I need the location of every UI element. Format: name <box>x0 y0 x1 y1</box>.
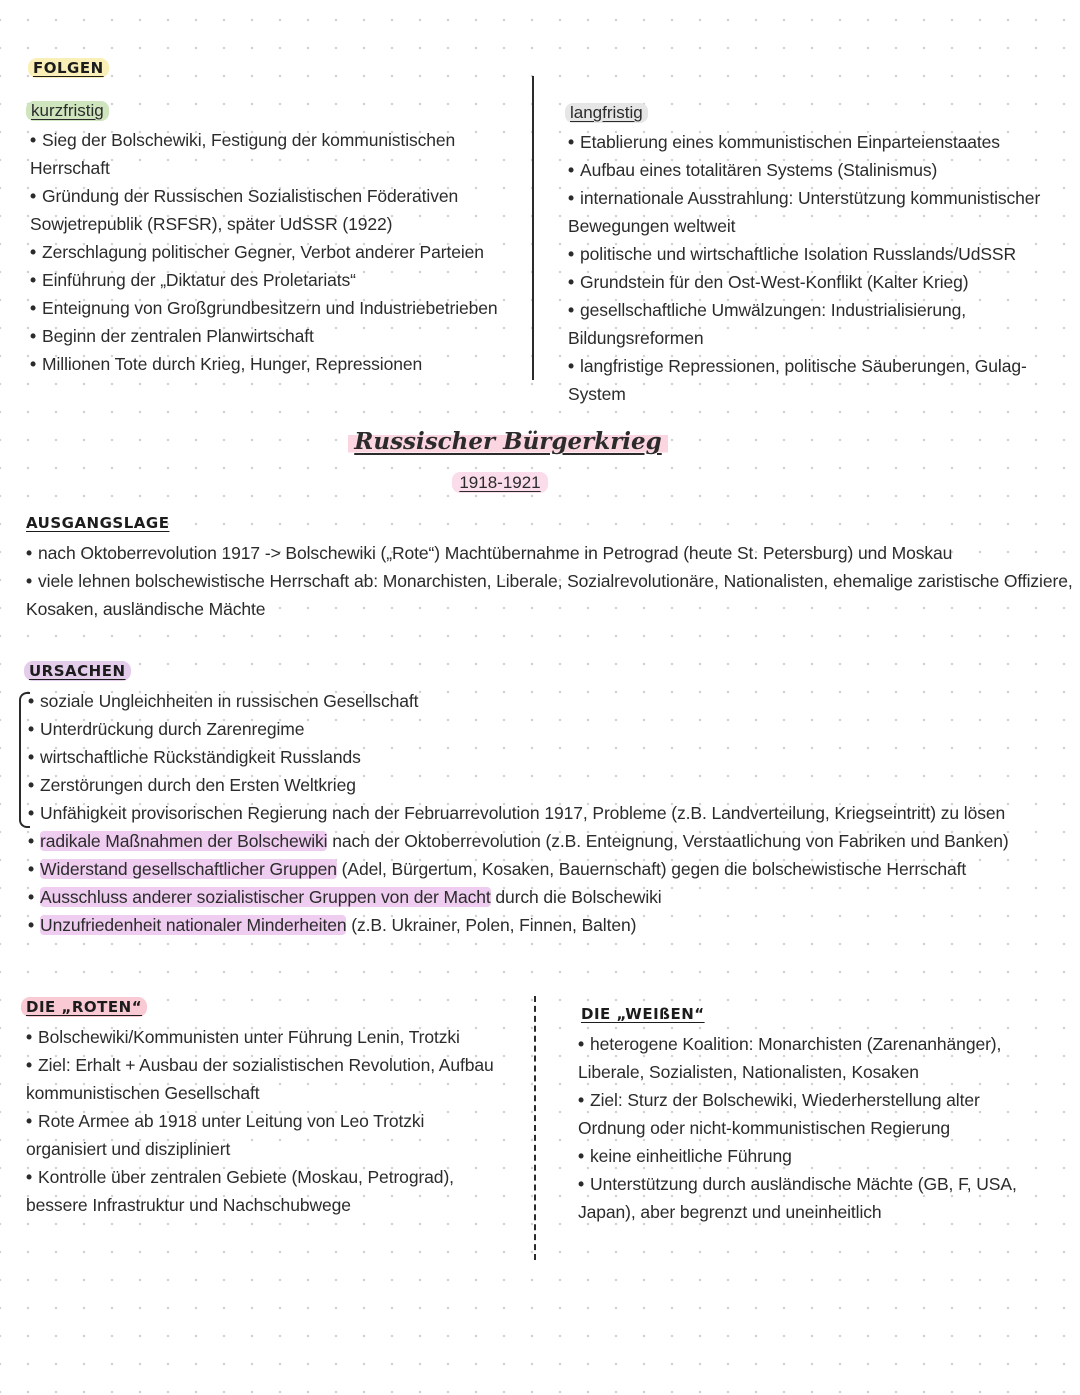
dashed-divider <box>534 996 536 1260</box>
list-item: • soziale Ungleichheiten in russischen Gesellschaft <box>28 691 419 711</box>
list-item: • Ausschluss anderer sozialistischer Gruppen von der Macht durch die Bolschewiki <box>28 887 662 907</box>
list-item: • Etablierung eines kommunistischen Einparteienstaates <box>568 132 1000 152</box>
list-item: • Ziel: Sturz der Bolschewiki, Wiederherstellung alter Ordnung oder nicht-kommunistischen Regierung <box>578 1090 980 1138</box>
list-item: • internationale Ausstrahlung: Unterstützung kommunistischer Bewegungen weltweit <box>568 188 1041 236</box>
ursachen-list <box>28 687 1068 939</box>
kurzfristig-label: kurzfristig <box>26 101 109 121</box>
list-item: • heterogene Koalition: Monarchisten (Zarenanhänger), Liberale, Sozialisten, Nationalisten, Kosaken <box>578 1034 1002 1082</box>
title-wrap <box>0 428 1016 455</box>
list-item: • Beginn der zentralen Planwirtschaft <box>30 326 314 346</box>
kurzfristig-list <box>30 126 526 378</box>
date-range: 1918-1921 <box>452 472 547 493</box>
dates-wrap <box>0 473 1000 493</box>
list-item: • Enteignung von Großgrundbesitzern und Industriebetrieben <box>30 298 498 318</box>
list-item: • Gründung der Russischen Sozialistischen Föderativen Sowjetrepublik (RSFSR), später UdSSR (1922) <box>30 186 459 234</box>
list-item: • Bolschewiki/Kommunisten unter Führung Lenin, Trotzki <box>26 1027 460 1047</box>
folgen-heading: FOLGEN <box>28 58 109 78</box>
weissen-list <box>578 1030 1048 1226</box>
list-item: • Millionen Tote durch Krieg, Hunger, Repressionen <box>30 354 423 374</box>
list-item: • Zerschlagung politischer Gegner, Verbot anderer Parteien <box>30 242 484 262</box>
ausgangslage-heading: AUSGANGSLAGE <box>26 514 170 532</box>
list-item: • Sieg der Bolschewiki, Festigung der kommunistischen Herrschaft <box>30 130 456 178</box>
list-item: • viele lehnen bolschewistische Herrschaft ab: Monarchisten, Liberale, Sozialrevolutionäre, Nationalisten, ehemalige zaristische Offiziere, Kosaken, ausländische Mächte <box>26 571 1073 619</box>
ursachen-heading: URSACHEN <box>24 661 131 681</box>
list-item: • Ziel: Erhalt + Ausbau der sozialistischen Revolution, Aufbau kommunistischen Gesellschaft <box>26 1055 494 1103</box>
roten-heading: DIE „ROTEN“ <box>21 997 147 1017</box>
list-item: • Rote Armee ab 1918 unter Leitung von Leo Trotzki organisiert und diszipliniert <box>26 1111 425 1159</box>
list-item: • Unterstützung durch ausländische Mächte (GB, F, USA, Japan), aber begrenzt und uneinheitlich <box>578 1174 1017 1222</box>
list-item: • Unfähigkeit provisorischen Regierung nach der Februarrevolution 1917, Probleme (z.B. Landverteilung, Kriegseintritt) zu lösen <box>28 803 1006 823</box>
list-item: • Kontrolle über zentralen Gebiete (Moskau, Petrograd), bessere Infrastruktur und Nachschubwege <box>26 1167 454 1215</box>
list-item: • Zerstörungen durch den Ersten Weltkrieg <box>28 775 356 795</box>
ausgangslage-list <box>26 539 1076 623</box>
roten-list <box>26 1023 504 1219</box>
list-item: • keine einheitliche Führung <box>578 1146 792 1166</box>
list-item: • radikale Maßnahmen der Bolschewiki nach der Oktoberrevolution (z.B. Enteignung, Verstaatlichung von Fabriken und Banken) <box>28 831 1009 851</box>
list-item: • langfristige Repressionen, politische Säuberungen, Gulag-System <box>568 356 1027 404</box>
list-item: • wirtschaftliche Rückständigkeit Russlands <box>28 747 361 767</box>
list-item: • Grundstein für den Ost-West-Konflikt (Kalter Krieg) <box>568 272 969 292</box>
list-item: • politische und wirtschaftliche Isolation Russlands/UdSSR <box>568 244 1017 264</box>
weissen-heading: DIE „WEIßEN“ <box>581 1005 705 1023</box>
column-divider <box>532 76 534 380</box>
langfristig-label: langfristig <box>565 103 648 123</box>
page-title: Russischer Bürgerkrieg <box>348 428 668 455</box>
list-item: • Aufbau eines totalitären Systems (Stalinismus) <box>568 160 938 180</box>
list-item: • nach Oktoberrevolution 1917 -> Bolschewiki („Rote“) Machtübernahme in Petrograd (heute St. Petersburg) und Moskau <box>26 543 953 563</box>
list-item: • Unterdrückung durch Zarenregime <box>28 719 305 739</box>
list-item: • Unzufriedenheit nationaler Minderheiten (z.B. Ukrainer, Polen, Finnen, Balten) <box>28 915 637 935</box>
langfristig-list <box>568 128 1074 408</box>
list-item: • Widerstand gesellschaftlicher Gruppen (Adel, Bürgertum, Kosaken, Bauernschaft) gegen die bolschewistische Herrschaft <box>28 859 967 879</box>
list-item: • gesellschaftliche Umwälzungen: Industrialisierung, Bildungsreformen <box>568 300 967 348</box>
list-item: • Einführung der „Diktatur des Proletariats“ <box>30 270 356 290</box>
